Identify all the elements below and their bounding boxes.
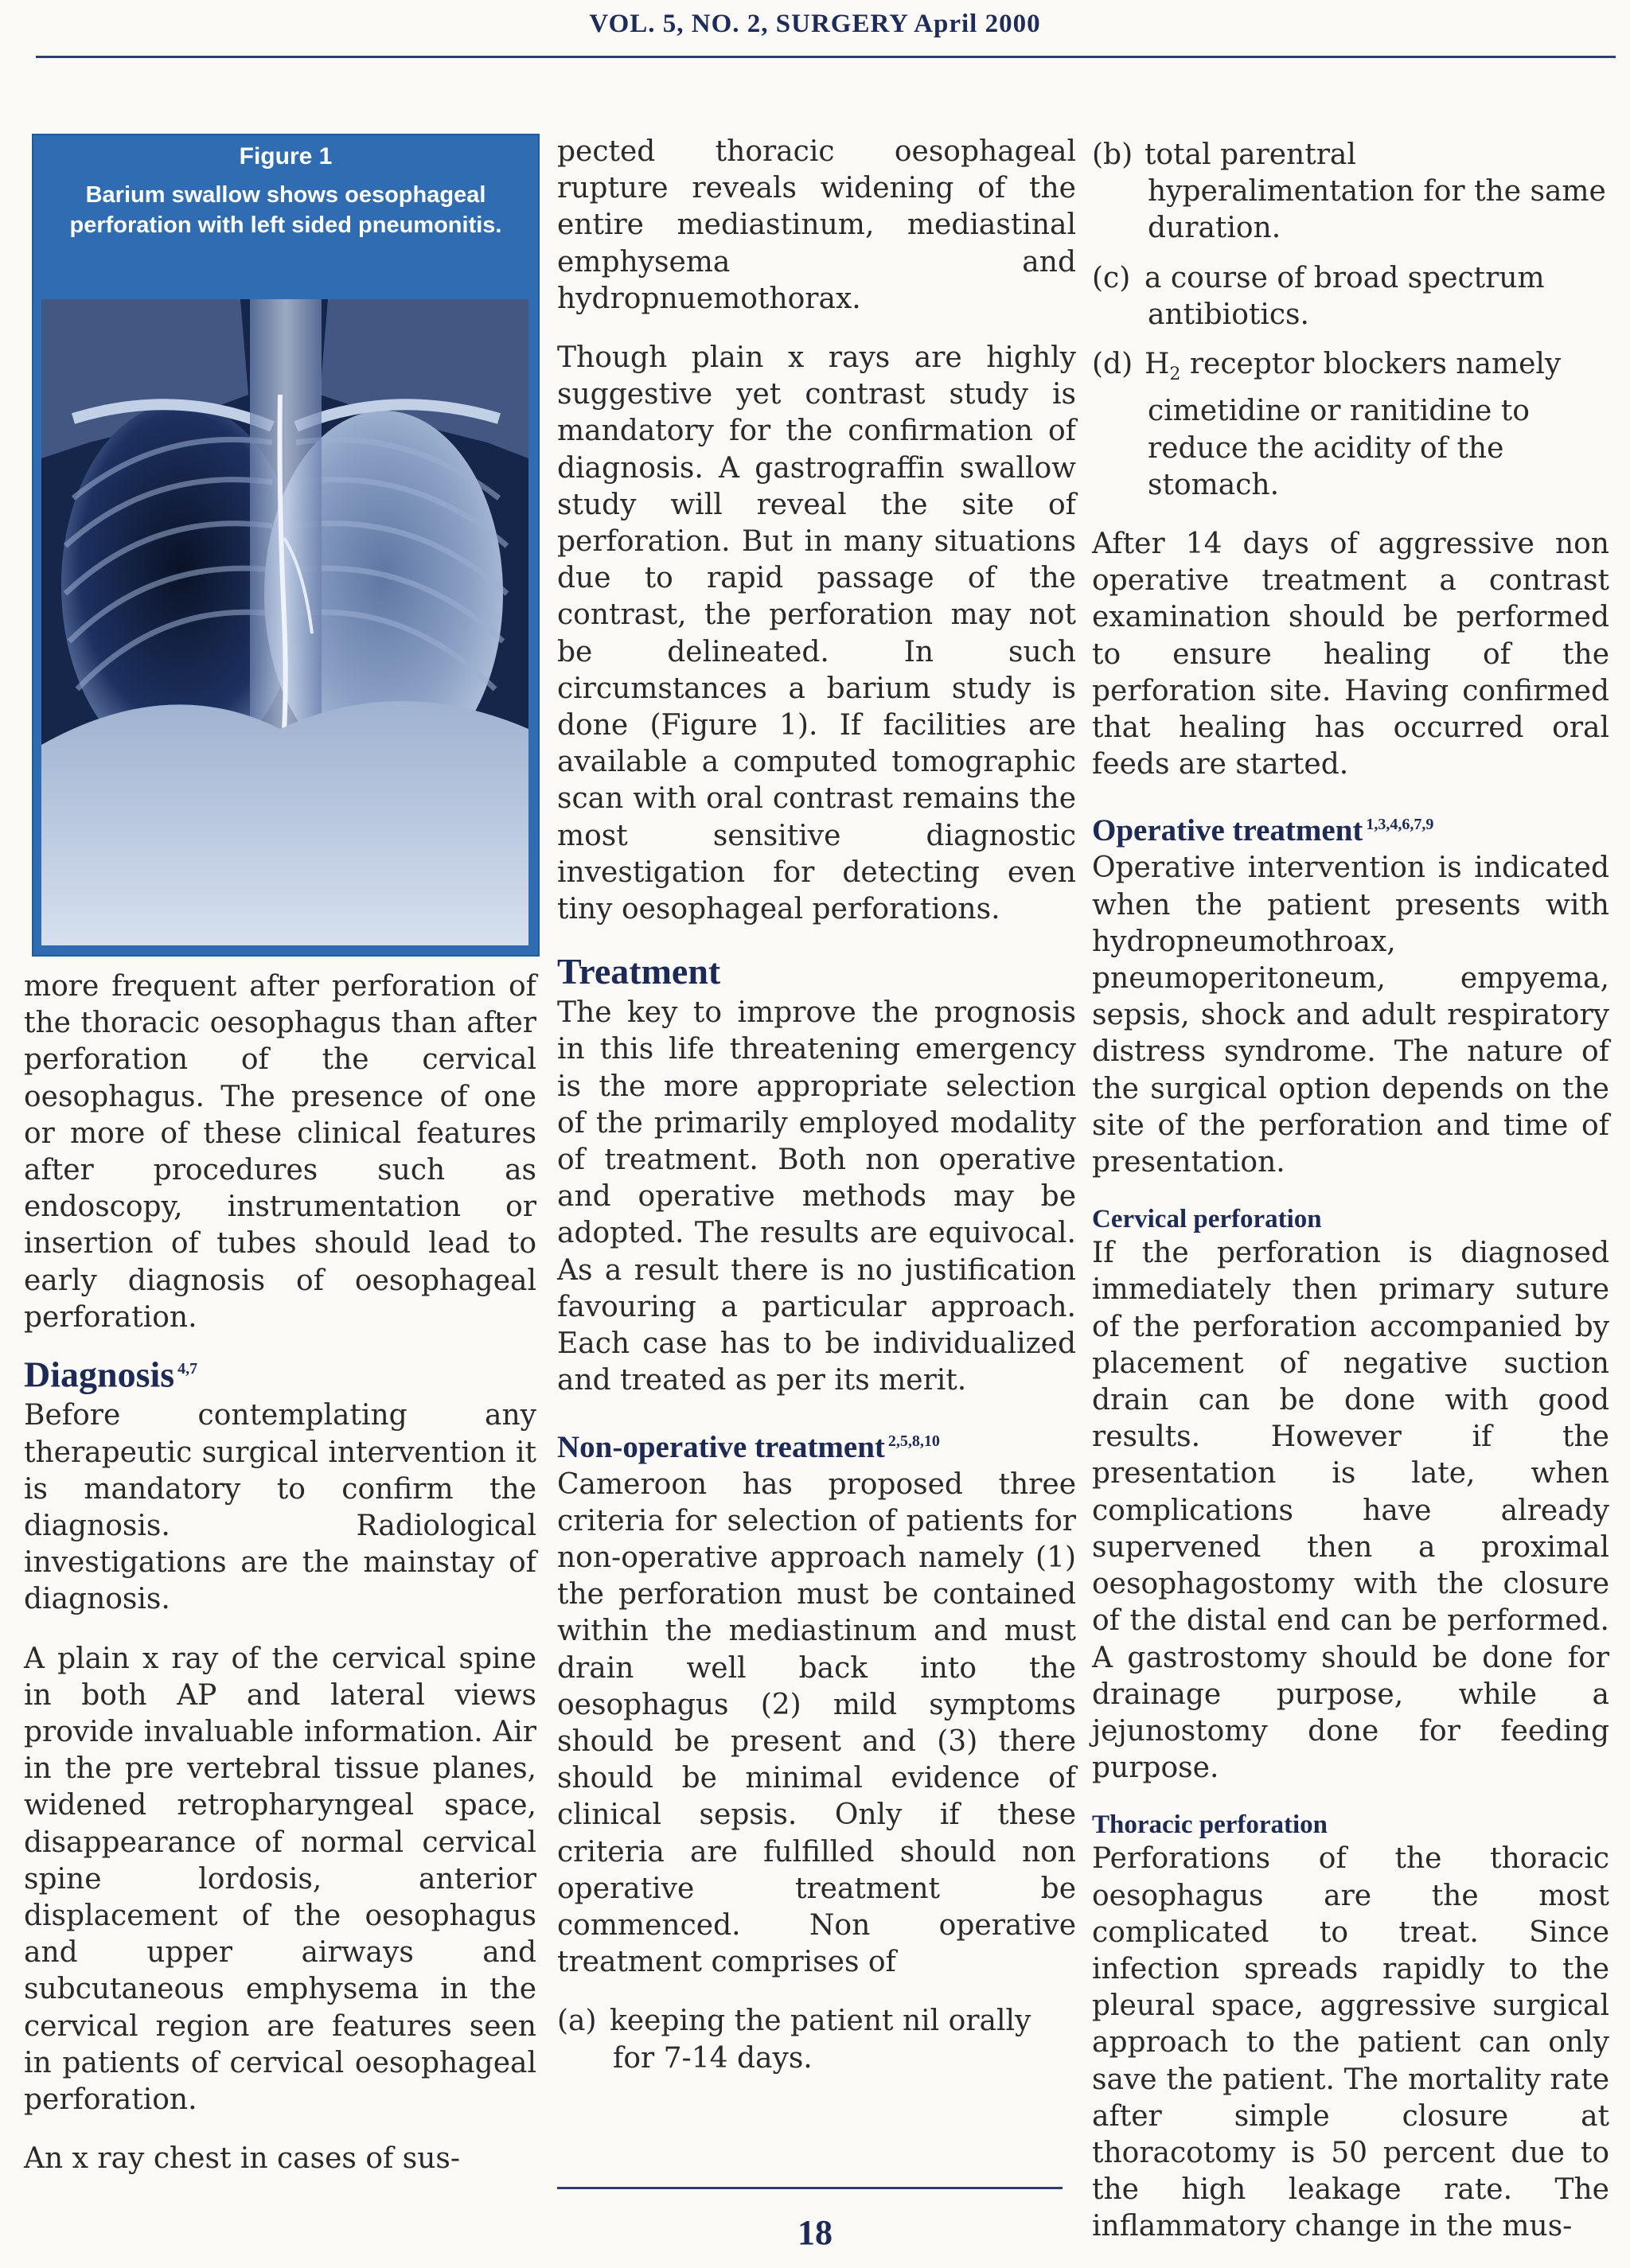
list-text	[1145, 348, 1561, 501]
list-item-a	[557, 2003, 1076, 2076]
body-paragraph: The key to improve the prognosis in this life threatening emergency is the more appropriate selection of the primarily employed modality of treatment. Both non operative and operative methods may be adopted. The results are equivocal. As a result there is no justification favouring a particular approach. Each case has to be individualized and treated as per its merit.	[557, 996, 1076, 1397]
body-paragraph: Before contemplating any therapeutic surgical intervention it is mandatory to confirm the diagnosis. Radiological investigations are the mainstay of diagnosis.	[24, 1399, 536, 1616]
column-1	[24, 968, 536, 2200]
header-rule	[36, 56, 1616, 58]
column-3	[1092, 137, 1609, 2268]
body-paragraph: If the perforation is diagnosed immediately then primary suture of the perforation accompanied by placement of negative suction drain can be done with good results. However if the presentation is late, when complications have already supervened then a proximal oesophagostomy with the closure of the distal end can be performed. A gastrostomy should be done for drainage purpose, while a jejunostomy done for feeding purpose.	[1092, 1237, 1609, 1785]
heading-text: Diagnosis	[24, 1354, 175, 1395]
heading-text: Operative treatment	[1092, 813, 1363, 848]
footer-rule	[557, 2187, 1063, 2189]
reference-marker: 4,7	[177, 1360, 198, 1378]
section-heading-diagnosis	[24, 1347, 536, 1396]
body-paragraph: Perforations of the thoracic oesophagus are the most complicated to treat. Since infection spreads rapidly to the pleural space, aggressive surgical approach to the patient can only save the patient. The mortality rate after simple closure at thoracotomy is 50 percent due to the high leakage rate. The inflammatory change in the mus-	[1092, 1842, 1609, 2243]
body-paragraph: Though plain x rays are highly suggestive yet contrast study is mandatory for the confirmation of diagnosis. A gastrograffin swallow study will reveal the site of perforation. But in many situations due to rapid passage of the contrast, the perforation may not be delineated. In such circumstances a barium study is done (Figure 1). If facilities are available a computed tomographic scan with oral contrast remains the most sensitive diagnostic investigation for detecting even tiny oesophageal perforations.	[557, 341, 1076, 926]
list-marker: (b)	[1092, 138, 1133, 171]
subheading-operative	[1092, 805, 1609, 850]
h2-symbol: H	[1145, 348, 1170, 381]
page-number: 18	[797, 2213, 833, 2252]
chest-xray-illustration	[41, 299, 528, 945]
list-item-d	[1092, 346, 1609, 504]
body-paragraph: A plain x ray of the cervical spine in both AP and lateral views provide invaluable information. Air in the pre vertebral tissue planes, widened retropharyngeal space, disappearance of normal cervical spine lordosis, anterior displacement of the oesophagus and upper airways and subcutaneous emphysema in the cervical region are features seen in patients of cervical oesophageal perforation.	[24, 1642, 536, 2117]
running-head: VOL. 5, NO. 2, SURGERY April 2000	[589, 10, 1041, 38]
column-2	[557, 134, 1076, 2099]
body-paragraph: Cameroon has proposed three criteria for selection of patients for non-operative approach namely (1) the perforation must be contained within the mediastinum and must drain well back into the oesophagus (2) mild symptoms should be present and (3) there should be minimal evidence of clinical sepsis. Only if these criteria are fulfilled should non operative treatment be commenced. Non operative treatment comprises of	[557, 1467, 1076, 1979]
body-paragraph: An x ray chest in cases of sus-	[24, 2142, 461, 2176]
body-paragraph: more frequent after perforation of the thoracic oesophagus than after perforation of the cervical oesophagus. The presence of one or more of these clinical features after procedures such as endoscopy, instrumentation or insertion of tubes should lead to early diagnosis of oesophageal perforation.	[24, 970, 536, 1334]
list-marker: (d)	[1092, 348, 1133, 381]
figure-caption: Barium swallow shows oesophageal perforation with left sided pneumonitis.	[69, 182, 502, 238]
reference-marker: 2,5,8,10	[887, 1432, 940, 1450]
reference-marker: 1,3,4,6,7,9	[1366, 816, 1434, 834]
section-heading-treatment: Treatment	[557, 951, 721, 992]
list-text-rest: receptor blockers namely cimetidine or ranitidine to reduce the acidity of the stomach.	[1148, 348, 1562, 501]
chest-xray-image	[41, 299, 528, 945]
subheading-non-operative	[557, 1422, 1076, 1467]
figure-1	[32, 134, 540, 957]
body-paragraph: Operative intervention is indicated when the patient presents with hydropneumothroax, pneumoperitoneum, empyema, sepsis, shock and adult respiratory distress syndrome. The nature of the surgical option depends on the site of the perforation and time of presentation.	[1092, 851, 1609, 1179]
list-item-b	[1092, 137, 1609, 247]
list-marker: (a)	[557, 2005, 597, 2038]
heading-text: Non-operative treatment	[557, 1429, 885, 1464]
list-text: a course of broad spectrum antibiotics.	[1145, 261, 1545, 331]
list-text: total parentral hyperalimentation for the same duration.	[1145, 138, 1606, 245]
figure-title: Figure 1	[239, 143, 333, 170]
list-item-c	[1092, 260, 1609, 333]
list-marker: (c)	[1092, 261, 1131, 294]
body-paragraph: After 14 days of aggressive non operative treatment a contrast examination should be performed to ensure healing of the perforation site. Having confirmed that healing has occurred oral feeds are started.	[1092, 528, 1609, 781]
subheading-thoracic-perforation: Thoracic perforation	[1092, 1810, 1328, 1840]
subheading-cervical-perforation: Cervical perforation	[1092, 1205, 1322, 1234]
list-text: keeping the patient nil orally for 7-14 days.	[610, 2005, 1031, 2075]
h2-subscript: 2	[1169, 364, 1181, 385]
body-paragraph: pected thoracic oesophageal rupture reveals widening of the entire mediastinum, mediastinal emphysema and hydropnuemothorax.	[557, 135, 1076, 315]
